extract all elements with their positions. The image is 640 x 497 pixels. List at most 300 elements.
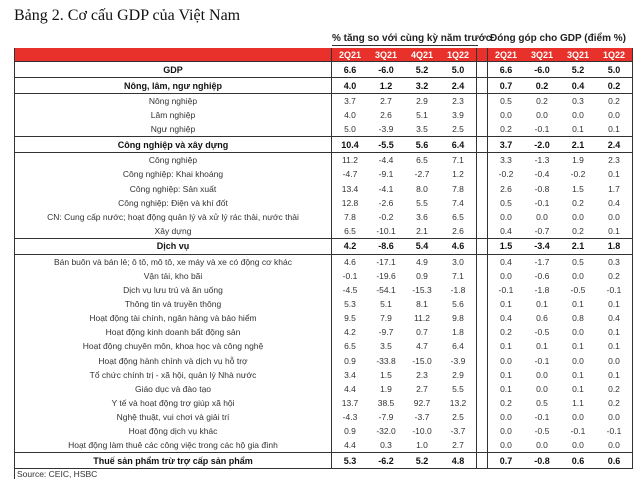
growth-value: 6.4 <box>452 341 464 352</box>
row-label: Nghệ thuật, vui chơi và giải trí <box>15 410 332 424</box>
label-column-header <box>15 48 332 62</box>
growth-value: 6.5 <box>452 211 464 222</box>
contribution-value: -0.1 <box>534 355 550 366</box>
table-row-category <box>15 453 633 469</box>
growth-value: -8.6 <box>368 238 404 254</box>
growth-value: 6.5 <box>416 155 428 166</box>
row-label: Thông tin và truyền thông <box>15 297 332 311</box>
column-gap <box>477 283 488 297</box>
row-label: Công nghiệp: Khai khoáng <box>15 167 332 181</box>
contribution-value: 0.6 <box>560 453 596 469</box>
growth-value: -3.7 <box>414 411 430 422</box>
contribution-value: 0.8 <box>572 313 584 324</box>
growth-value: 3.7 <box>344 96 356 107</box>
table-row <box>15 396 633 410</box>
source-note: Source: CEIC, HSBC <box>14 469 97 479</box>
growth-value: 0.9 <box>416 270 428 281</box>
growth-value: 2.3 <box>416 369 428 380</box>
contribution-value: -6.0 <box>524 62 560 78</box>
column-gap <box>477 382 488 396</box>
column-gap <box>477 137 488 153</box>
contribution-value: 0.0 <box>536 110 548 121</box>
contribution-value: -0.1 <box>534 124 550 135</box>
contribution-value: -0.1 <box>498 285 514 296</box>
contribution-value: 0.1 <box>596 325 633 339</box>
growth-value: 5.0 <box>344 124 356 135</box>
column-gap <box>477 78 488 94</box>
row-label: Công nghiệp: Sản xuất <box>15 181 332 195</box>
growth-value: -19.6 <box>376 270 396 281</box>
row-label: Hoạt động dịch vụ khác <box>15 424 332 438</box>
column-gap <box>477 354 488 368</box>
growth-value: 0.7 <box>416 327 428 338</box>
contribution-value: 0.1 <box>596 368 633 382</box>
table-row <box>15 153 633 168</box>
growth-value: 6.5 <box>344 225 356 236</box>
column-gap <box>477 438 488 453</box>
row-label: Dịch vụ <box>15 238 332 254</box>
growth-value: 8.1 <box>416 299 428 310</box>
growth-value: 7.8 <box>344 211 356 222</box>
row-label: Ngư nghiệp <box>15 122 332 137</box>
growth-value: 5.6 <box>452 299 464 310</box>
column-gap <box>477 62 488 78</box>
growth-value: 7.1 <box>452 155 464 166</box>
growth-value: 2.9 <box>416 96 428 107</box>
contribution-value: -0.1 <box>534 197 550 208</box>
growth-value: -4.3 <box>342 411 358 422</box>
column-gap <box>477 368 488 382</box>
growth-value: 13.4 <box>341 183 359 194</box>
growth-value: 3.5 <box>380 341 392 352</box>
contribution-value: 0.7 <box>488 453 525 469</box>
contribution-value: 5.2 <box>560 62 596 78</box>
contribution-value: 0.1 <box>596 339 633 353</box>
growth-group-header: % tăng so với cùng kỳ năm trước <box>332 33 492 44</box>
contribution-value: 1.5 <box>488 238 525 254</box>
growth-value: 5.4 <box>404 238 440 254</box>
table-row <box>15 254 633 269</box>
contribution-value: 0.1 <box>572 383 584 394</box>
growth-value: 9.5 <box>344 313 356 324</box>
table-row <box>15 438 633 453</box>
table-row <box>15 196 633 210</box>
growth-value: 13.2 <box>449 397 467 408</box>
growth-value: 5.6 <box>404 137 440 153</box>
column-gap <box>477 94 488 109</box>
column-gap <box>477 396 488 410</box>
contribution-value: 0.1 <box>596 167 633 181</box>
table-title: Bảng 2. Cơ cấu GDP của Việt Nam <box>14 7 241 24</box>
contribution-value: 0.2 <box>500 397 512 408</box>
contribution-value: 1.8 <box>596 238 633 254</box>
table-row <box>15 368 633 382</box>
growth-value: -33.8 <box>376 355 396 366</box>
contribution-value: 0.0 <box>572 355 584 366</box>
contribution-value: 0.1 <box>572 341 584 352</box>
row-label: Xây dựng <box>15 224 332 239</box>
contribution-value: -0.2 <box>570 169 586 180</box>
growth-value: 1.9 <box>380 383 392 394</box>
growth-value: 2.3 <box>452 96 464 107</box>
table-row <box>15 297 633 311</box>
growth-value: 5.1 <box>380 299 392 310</box>
contribution-value: 0.0 <box>572 411 584 422</box>
row-label: Công nghiệp và xây dựng <box>15 137 332 153</box>
contribution-value: -0.1 <box>570 426 586 437</box>
growth-value: 2.4 <box>440 78 477 94</box>
growth-value: 4.6 <box>440 238 477 254</box>
contribution-value: 0.0 <box>500 110 512 121</box>
column-gap <box>477 325 488 339</box>
growth-value: 4.7 <box>416 341 428 352</box>
contribution-value: -0.1 <box>534 411 550 422</box>
column-gap <box>477 153 488 168</box>
growth-value: 4.0 <box>344 110 356 121</box>
contribution-value: 0.5 <box>500 197 512 208</box>
contribution-value: 3.3 <box>500 155 512 166</box>
growth-value: 2.7 <box>416 383 428 394</box>
table-row-category <box>15 62 633 78</box>
column-header: 1Q22 <box>440 48 477 62</box>
contribution-value: 0.0 <box>500 426 512 437</box>
table-row <box>15 108 633 122</box>
contribution-value: 0.2 <box>524 78 560 94</box>
column-gap <box>477 181 488 195</box>
growth-value: 7.8 <box>452 183 464 194</box>
contribution-value: 0.5 <box>500 96 512 107</box>
growth-value: 0.3 <box>380 440 392 451</box>
growth-value: 4.4 <box>344 440 356 451</box>
contribution-value: 0.0 <box>596 410 633 424</box>
contribution-value: 0.5 <box>536 397 548 408</box>
contribution-value: 0.2 <box>536 96 548 107</box>
contribution-value: 0.4 <box>500 313 512 324</box>
column-gap <box>477 424 488 438</box>
column-header: 2Q21 <box>332 48 369 62</box>
contribution-value: -1.8 <box>534 285 550 296</box>
column-gap <box>477 339 488 353</box>
growth-value: 4.4 <box>344 383 356 394</box>
column-header: 2Q21 <box>488 48 525 62</box>
contribution-value: 0.2 <box>596 78 633 94</box>
table-row <box>15 325 633 339</box>
column-gap <box>477 210 488 224</box>
contribution-group-header: Đóng góp cho GDP (điểm %) <box>490 33 626 44</box>
growth-value: 2.1 <box>416 225 428 236</box>
row-label: Hoạt động làm thuê các công việc trong các hộ gia đình <box>15 438 332 453</box>
growth-value: -4.4 <box>378 155 394 166</box>
contribution-value: 0.0 <box>536 369 548 380</box>
contribution-value: -0.6 <box>534 270 550 281</box>
row-label: CN: Cung cấp nước; hoạt động quản lý và xử lý rác thải, nước thải <box>15 210 332 224</box>
growth-value: -54.1 <box>376 285 396 296</box>
contribution-value: 0.4 <box>500 225 512 236</box>
contribution-value: -0.7 <box>534 225 550 236</box>
growth-value: -4.7 <box>342 169 358 180</box>
contribution-value: -0.5 <box>534 426 550 437</box>
growth-value: 12.8 <box>341 197 359 208</box>
growth-value: 4.9 <box>416 256 428 267</box>
column-gap <box>477 167 488 181</box>
contribution-value: 0.0 <box>572 440 584 451</box>
growth-value: -4.5 <box>342 285 358 296</box>
contribution-value: -3.4 <box>524 238 560 254</box>
table-row-category <box>15 137 633 153</box>
contribution-value: 0.3 <box>572 96 584 107</box>
contribution-value: 0.2 <box>500 327 512 338</box>
contribution-value: 2.6 <box>500 183 512 194</box>
table-row <box>15 181 633 195</box>
row-label: Nông nghiệp <box>15 94 332 109</box>
growth-value: 3.4 <box>344 369 356 380</box>
table-row <box>15 311 633 325</box>
column-header: 4Q21 <box>404 48 440 62</box>
contribution-value: 0.6 <box>596 453 633 469</box>
growth-value: -0.1 <box>342 270 358 281</box>
contribution-value: 0.1 <box>500 341 512 352</box>
contribution-value: 0.0 <box>596 354 633 368</box>
row-label: Dịch vụ lưu trú và ăn uống <box>15 283 332 297</box>
contribution-value: 0.1 <box>596 297 633 311</box>
growth-value: -3.7 <box>450 426 466 437</box>
contribution-value: 0.0 <box>572 270 584 281</box>
row-label: Công nghiệp <box>15 153 332 168</box>
contribution-value: -0.8 <box>534 183 550 194</box>
column-gap <box>477 297 488 311</box>
row-label: Giáo dục và đào tạo <box>15 382 332 396</box>
column-gap <box>477 122 488 137</box>
growth-value: -32.0 <box>376 426 396 437</box>
column-header: 3Q21 <box>560 48 596 62</box>
contribution-value: -2.0 <box>524 137 560 153</box>
growth-value: 2.7 <box>380 96 392 107</box>
contribution-value: 0.2 <box>500 124 512 135</box>
growth-value: 7.9 <box>380 313 392 324</box>
growth-value: 4.0 <box>332 78 369 94</box>
growth-value: 6.5 <box>344 341 356 352</box>
row-label: Bán buôn và bán lẻ; ô tô, mô tô, xe máy và xe có động cơ khác <box>15 254 332 269</box>
growth-value: -2.7 <box>414 169 430 180</box>
growth-value: -1.8 <box>450 285 466 296</box>
growth-value: 0.9 <box>344 426 356 437</box>
growth-value: 1.2 <box>368 78 404 94</box>
growth-value: -7.9 <box>378 411 394 422</box>
column-gap <box>477 238 488 254</box>
contribution-value: 0.2 <box>596 396 633 410</box>
contribution-value: 0.1 <box>536 341 548 352</box>
table-row <box>15 424 633 438</box>
row-label: Vận tải, kho bãi <box>15 269 332 283</box>
growth-value: -4.1 <box>378 183 394 194</box>
contribution-value: -0.1 <box>596 424 633 438</box>
table-row <box>15 382 633 396</box>
contribution-value: 0.1 <box>572 369 584 380</box>
row-label: Công nghiệp: Điện và khí đốt <box>15 196 332 210</box>
growth-value: 10.4 <box>332 137 369 153</box>
growth-value: 6.6 <box>332 62 369 78</box>
contribution-value: 0.1 <box>572 124 584 135</box>
column-gap <box>477 453 488 469</box>
growth-value: -6.2 <box>368 453 404 469</box>
table-row <box>15 122 633 137</box>
growth-value: -2.6 <box>378 197 394 208</box>
contribution-value: 0.0 <box>572 327 584 338</box>
contribution-value: 2.1 <box>560 238 596 254</box>
contribution-value: 0.1 <box>596 122 633 137</box>
contribution-value: 0.3 <box>596 254 633 269</box>
contribution-value: -1.7 <box>534 256 550 267</box>
contribution-value: -0.1 <box>596 283 633 297</box>
column-gap <box>477 311 488 325</box>
contribution-value: 2.1 <box>560 137 596 153</box>
row-label: Lâm nghiệp <box>15 108 332 122</box>
growth-value: -15.0 <box>412 355 432 366</box>
table-row <box>15 354 633 368</box>
contribution-value: 0.0 <box>536 383 548 394</box>
column-header: 1Q22 <box>596 48 633 62</box>
table-row <box>15 269 633 283</box>
table-row <box>15 410 633 424</box>
contribution-value: 0.1 <box>536 299 548 310</box>
growth-value: -15.3 <box>412 285 432 296</box>
column-gap <box>477 48 488 62</box>
contribution-value: 2.3 <box>596 153 633 168</box>
gdp-structure-table <box>14 48 633 469</box>
growth-value: -9.7 <box>378 327 394 338</box>
contribution-value: -0.5 <box>534 327 550 338</box>
growth-value: 38.5 <box>377 397 395 408</box>
column-gap <box>477 108 488 122</box>
contribution-value: 0.4 <box>596 311 633 325</box>
growth-value: -3.9 <box>378 124 394 135</box>
growth-value: 4.8 <box>440 453 477 469</box>
contribution-value: 6.6 <box>488 62 525 78</box>
column-gap <box>477 269 488 283</box>
contribution-value: 0.6 <box>536 313 548 324</box>
contribution-value: 3.7 <box>488 137 525 153</box>
growth-value: -10.0 <box>412 426 432 437</box>
growth-value: 2.5 <box>452 411 464 422</box>
growth-value: 1.8 <box>452 327 464 338</box>
contribution-value: 0.2 <box>596 269 633 283</box>
growth-value: -17.1 <box>376 256 396 267</box>
growth-value: 1.5 <box>380 369 392 380</box>
row-label: Tổ chức chính trị - xã hội, quản lý Nhà nước <box>15 368 332 382</box>
growth-value: -0.2 <box>378 211 394 222</box>
growth-value: 7.4 <box>452 197 464 208</box>
growth-value: 1.0 <box>416 440 428 451</box>
growth-value: 4.6 <box>344 256 356 267</box>
growth-value: 8.0 <box>416 183 428 194</box>
table-row <box>15 94 633 109</box>
growth-value: 3.6 <box>416 211 428 222</box>
growth-value: 2.6 <box>452 225 464 236</box>
growth-value: 92.7 <box>413 397 431 408</box>
contribution-value: 0.0 <box>500 440 512 451</box>
table-row <box>15 224 633 239</box>
contribution-value: 0.2 <box>572 225 584 236</box>
row-label: Thuế sản phẩm trừ trợ cấp sản phẩm <box>15 453 332 469</box>
contribution-value: 2.4 <box>596 137 633 153</box>
contribution-value: 0.1 <box>596 224 633 239</box>
growth-value: -5.5 <box>368 137 404 153</box>
contribution-value: 0.7 <box>488 78 525 94</box>
growth-value: 11.2 <box>414 313 430 324</box>
growth-value: 5.2 <box>404 62 440 78</box>
contribution-value: 0.0 <box>596 438 633 453</box>
growth-value: 13.7 <box>341 397 359 408</box>
contribution-value: 0.2 <box>572 197 584 208</box>
table-row <box>15 210 633 224</box>
contribution-value: 0.5 <box>572 256 584 267</box>
contribution-value: 0.0 <box>536 440 548 451</box>
column-header-row <box>15 48 633 62</box>
growth-value: 5.1 <box>416 110 428 121</box>
row-label: Nông, lâm, ngư nghiệp <box>15 78 332 94</box>
growth-value: 4.2 <box>344 327 356 338</box>
column-gap <box>477 196 488 210</box>
contribution-value: 0.0 <box>500 411 512 422</box>
contribution-value: 0.0 <box>500 270 512 281</box>
contribution-value: -0.5 <box>570 285 586 296</box>
contribution-value: 1.9 <box>572 155 584 166</box>
row-label: GDP <box>15 62 332 78</box>
contribution-value: 1.1 <box>572 397 584 408</box>
row-label: Hoạt động chuyên môn, khoa học và công nghệ <box>15 339 332 353</box>
contribution-value: 0.0 <box>500 211 512 222</box>
row-label: Hoạt động tài chính, ngân hàng và bảo hiểm <box>15 311 332 325</box>
contribution-value: 0.0 <box>596 210 633 224</box>
column-gap <box>477 254 488 269</box>
contribution-value: 0.2 <box>596 94 633 109</box>
growth-value: 2.6 <box>380 110 392 121</box>
row-label: Y tế và hoạt động trợ giúp xã hội <box>15 396 332 410</box>
contribution-value: 0.0 <box>572 110 584 121</box>
growth-value: 3.2 <box>404 78 440 94</box>
growth-value: 9.8 <box>452 313 464 324</box>
growth-value: -10.1 <box>376 225 396 236</box>
contribution-value: -0.2 <box>498 169 514 180</box>
table-row <box>15 167 633 181</box>
row-label: Hoạt động hành chính và dịch vụ hỗ trợ <box>15 354 332 368</box>
growth-value: 2.7 <box>452 440 464 451</box>
contribution-value: -0.8 <box>524 453 560 469</box>
contribution-value: -1.3 <box>534 155 550 166</box>
contribution-value: -0.4 <box>534 169 550 180</box>
growth-value: 3.0 <box>452 256 464 267</box>
row-label: Hoạt động kinh doanh bất động sản <box>15 325 332 339</box>
contribution-value: 1.7 <box>596 181 633 195</box>
contribution-value: 0.4 <box>560 78 596 94</box>
table-row <box>15 339 633 353</box>
contribution-value: 0.1 <box>572 299 584 310</box>
column-header: 3Q21 <box>524 48 560 62</box>
column-gap <box>477 224 488 239</box>
growth-value: 5.5 <box>452 383 464 394</box>
column-header: 3Q21 <box>368 48 404 62</box>
growth-value: 1.2 <box>452 169 464 180</box>
contribution-value: 1.5 <box>572 183 584 194</box>
contribution-value: 0.0 <box>596 108 633 122</box>
growth-value: 3.5 <box>416 124 428 135</box>
contribution-value: 0.0 <box>536 211 548 222</box>
growth-value: 5.2 <box>404 453 440 469</box>
contribution-value: 0.1 <box>500 299 512 310</box>
growth-value: 4.2 <box>332 238 369 254</box>
growth-value: 5.5 <box>416 197 428 208</box>
contribution-value: 0.0 <box>500 355 512 366</box>
